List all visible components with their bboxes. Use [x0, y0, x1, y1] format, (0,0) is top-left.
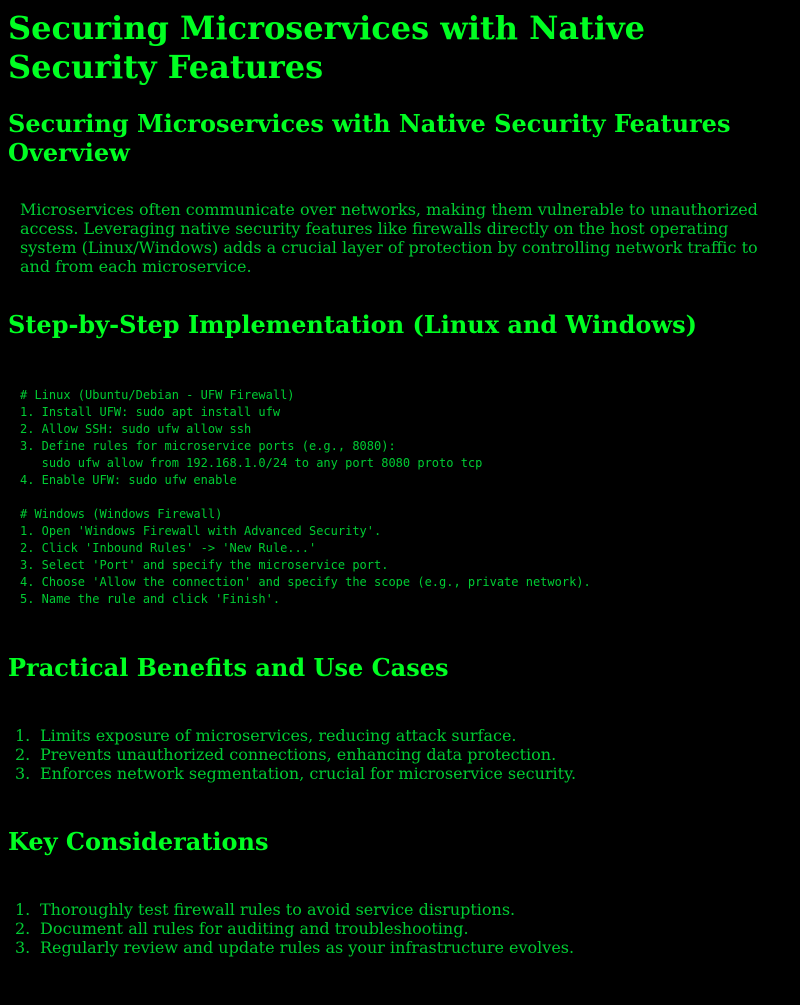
overview-text: Microservices often communicate over networks, making them vulnerable to unauthorized access. Leveraging native security features like firewalls directly on the host operating system (Linux/Windows) adds a crucial layer of protection by controlling network traffic to and from each microservice. — [20, 200, 758, 276]
list-item-text: Document all rules for auditing and troubleshooting. — [40, 919, 469, 938]
list-item — [8, 745, 792, 764]
benefits-list — [8, 726, 792, 783]
list-item-text: Thoroughly test firewall rules to avoid service disruptions. — [40, 900, 516, 919]
list-item-number: 2. — [15, 919, 31, 938]
list-item-number: 2. — [15, 745, 31, 764]
implementation-code-block: # Linux (Ubuntu/Debian - UFW Firewall) 1. Install UFW: sudo apt install ufw 2. Allow SSH: sudo ufw allow ssh 3. Define rules for microservice ports (e.g., 8080): sudo ufw allow from 192.168.1.0/24 to any port 8080 proto tcp 4. Enable UFW: sudo ufw enable # Windows (Windows Firewall) 1. Open 'Windows Firewall with Advanced Security'. 2. Click 'Inbound Rules' -> 'New Rule...' 3. Select 'Port' and specify the microservice port. 4. Choose 'Allow the connection' and specify the scope (e.g., private network). 5. Name the rule and click 'Finish'. — [20, 388, 591, 606]
list-item-text: Prevents unauthorized connections, enhancing data protection. — [40, 745, 557, 764]
considerations-list — [8, 900, 792, 957]
list-item — [8, 938, 792, 957]
list-item-text: Enforces network segmentation, crucial for microservice security. — [40, 764, 577, 783]
list-item-number: 3. — [15, 938, 31, 957]
list-item — [8, 726, 792, 745]
list-item-text: Limits exposure of microservices, reducing attack surface. — [40, 726, 517, 745]
list-item-text: Regularly review and update rules as your infrastructure evolves. — [40, 938, 575, 957]
list-item — [8, 764, 792, 783]
list-item-number: 3. — [15, 764, 31, 783]
page-title: Securing Microservices with Native Security Features — [8, 9, 646, 86]
list-item-number: 1. — [15, 900, 31, 919]
overview-heading: Securing Microservices with Native Security Features Overview — [8, 109, 731, 167]
implementation-heading: Step-by-Step Implementation (Linux and Windows) — [8, 310, 697, 339]
considerations-heading: Key Considerations — [8, 827, 269, 856]
benefits-heading: Practical Benefits and Use Cases — [8, 653, 449, 682]
list-item-number: 1. — [15, 726, 31, 745]
list-item — [8, 900, 792, 919]
list-item — [8, 919, 792, 938]
